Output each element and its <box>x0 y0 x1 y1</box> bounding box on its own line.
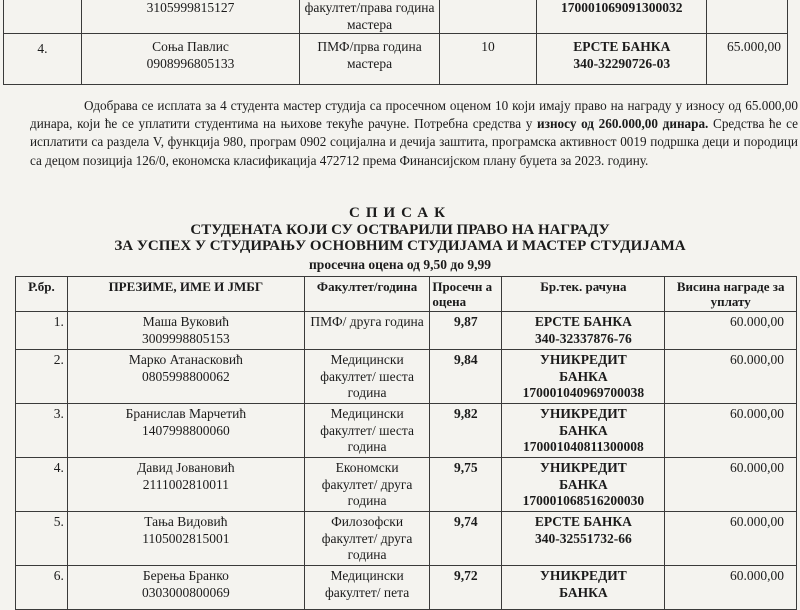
award-amount: 60.000,00 <box>665 512 797 566</box>
student-jmbg: 0805998800062 <box>141 368 230 384</box>
student-name: Бранислав Марчетић <box>125 406 247 421</box>
average-grade: 10 <box>439 34 536 85</box>
bank-account <box>502 512 665 566</box>
award-amount <box>707 0 788 34</box>
student-name: Соња Павлис <box>152 39 229 54</box>
student-name-jmbg <box>67 350 304 404</box>
row-number: 6. <box>16 566 68 610</box>
header-account: Бр.тек. рачуна <box>502 277 665 312</box>
bank-account <box>502 566 665 610</box>
table-row <box>16 312 797 350</box>
table-row <box>16 458 797 512</box>
faculty-year: Медицински факултет/ пета <box>304 566 429 610</box>
student-name: Марко Атанасковић <box>128 352 243 367</box>
table-body <box>16 312 797 610</box>
award-amount: 60.000,00 <box>665 458 797 512</box>
faculty-year: факултет/права година мастера <box>300 0 439 34</box>
bank-account: 170001069091300032 <box>537 0 707 34</box>
faculty-year: Медицински факултет/ шеста година <box>304 350 429 404</box>
bank-name: УНИКРЕДИТ <box>540 568 627 583</box>
account-number: 170001040811300008 <box>523 439 644 454</box>
total-amount: износу од 260.000,00 динара. <box>537 116 709 132</box>
bank-name-line2: БАНКА <box>559 422 608 438</box>
bank-name: ЕРСТЕ БАНКА <box>534 314 632 329</box>
bank-name-line2: БАНКА <box>559 368 608 384</box>
list-subtitle: СТУДЕНАТА КОЈИ СУ ОСТВАРИЛИ ПРАВО НА НАГРАДУ <box>190 222 610 238</box>
faculty-year: Медицински факултет/ шеста година <box>304 404 429 458</box>
bank-name: УНИКРЕДИТ <box>540 352 627 367</box>
student-name: Маша Вуковић <box>142 314 230 329</box>
bank-name-line2: БАНКА <box>559 476 608 492</box>
award-amount: 60.000,00 <box>665 566 797 610</box>
header-average: Просечн а оцена <box>430 277 502 312</box>
row-number <box>4 0 82 34</box>
student-name-jmbg <box>67 312 304 350</box>
bank-account <box>502 350 665 404</box>
list-subtitle: ЗА УСПЕХ У СТУДИРАЊУ ОСНОВНИМ СТУДИЈАМА И МАСТЕР СТУДИЈАМА <box>114 238 686 254</box>
average-grade <box>439 0 536 34</box>
student-name: Тања Видовић <box>144 514 228 529</box>
student-name-jmbg <box>67 512 304 566</box>
student-name: Берења Бранко <box>142 568 229 583</box>
row-number: 4. <box>16 458 68 512</box>
account-number: 340-32551732-66 <box>535 530 632 546</box>
table-row <box>16 566 797 610</box>
row-number: 2. <box>16 350 68 404</box>
header-name-jmbg: ПРЕЗИМЕ, ИМЕ И ЈМБГ <box>67 277 304 312</box>
student-name-jmbg <box>67 404 304 458</box>
average-grade: 9,74 <box>430 512 502 566</box>
student-jmbg: 1407998800060 <box>141 422 230 438</box>
row-number: 1. <box>16 312 68 350</box>
row-number: 5. <box>16 512 68 566</box>
table-row <box>4 0 788 34</box>
bank-name: ЕРСТЕ БАНКА <box>534 514 632 529</box>
student-jmbg: 2111002810011 <box>142 476 229 492</box>
student-name: Давид Јовановић <box>137 460 235 475</box>
bank-name: УНИКРЕДИТ <box>540 406 627 421</box>
faculty-year: ПМФ/прва година мастера <box>300 34 439 85</box>
average-grade: 9,87 <box>430 312 502 350</box>
student-jmbg: 1105002815001 <box>142 530 230 546</box>
student-jmbg: 0303000800069 <box>141 584 230 600</box>
average-grade: 9,82 <box>430 404 502 458</box>
student-jmbg: 3009998805153 <box>141 330 230 346</box>
list-title: СПИСАК <box>349 205 451 221</box>
header-amount: Висина награде за уплату <box>665 277 797 312</box>
student-name-jmbg <box>81 34 300 85</box>
student-name-jmbg <box>81 0 300 34</box>
award-amount: 60.000,00 <box>665 404 797 458</box>
average-grade: 9,75 <box>430 458 502 512</box>
grade-range: просечна оцена од 9,50 до 9,99 <box>309 257 491 272</box>
bank-account <box>502 312 665 350</box>
student-jmbg: 0908996805133 <box>146 56 235 71</box>
row-number: 4. <box>4 34 82 85</box>
faculty-year: ПМФ/ друга година <box>304 312 429 350</box>
award-amount: 60.000,00 <box>665 312 797 350</box>
table-header-row <box>16 277 797 312</box>
row-number: 3. <box>16 404 68 458</box>
bank-name-line2: БАНКА <box>559 584 608 600</box>
faculty-year: Филозофски факултет/ друга година <box>304 512 429 566</box>
award-amount: 65.000,00 <box>707 34 788 85</box>
student-name-jmbg <box>67 458 304 512</box>
student-name-jmbg <box>67 566 304 610</box>
faculty-year: Економски факултет/ друга година <box>304 458 429 512</box>
header-row-number: Р.бр. <box>16 277 68 312</box>
table-row <box>4 34 788 85</box>
account-number: 170001040969700038 <box>522 385 645 400</box>
table-row <box>16 512 797 566</box>
award-amount: 60.000,00 <box>665 350 797 404</box>
average-grade: 9,72 <box>430 566 502 610</box>
approval-paragraph: Одобрава се исплата за 4 студента мастер студија са просечном оценом 10 који имају право на награду у износу од 65.000,00 динара, који ће се уплатити студентима на њихове текуће рачуне. Потребна средства у износу од 260.000,00 динара. Средства ће се исплатити са раздела V, функција 980, програм 0902 социјална и дечија заштита, програмска активност 0019 подршка деци и породици са децом позиција 126/0, економска класификација 472712 према Финансијском плану буџета за 2023. годину. <box>30 98 799 168</box>
bank-account <box>502 404 665 458</box>
bank-account <box>502 458 665 512</box>
student-jmbg: 3105999815127 <box>146 0 235 15</box>
bank-account: ЕРСТЕ БАНКА 340-32290726-03 <box>537 34 707 85</box>
account-number: 340-32337876-76 <box>535 330 632 346</box>
bank-name: УНИКРЕДИТ <box>540 460 627 475</box>
previous-award-table <box>3 0 788 85</box>
students-award-table <box>15 276 797 610</box>
table-row <box>16 350 797 404</box>
header-faculty: Факултет/година <box>304 277 429 312</box>
account-number: 170001068516200030 <box>522 493 645 508</box>
table-row <box>16 404 797 458</box>
average-grade: 9,84 <box>430 350 502 404</box>
